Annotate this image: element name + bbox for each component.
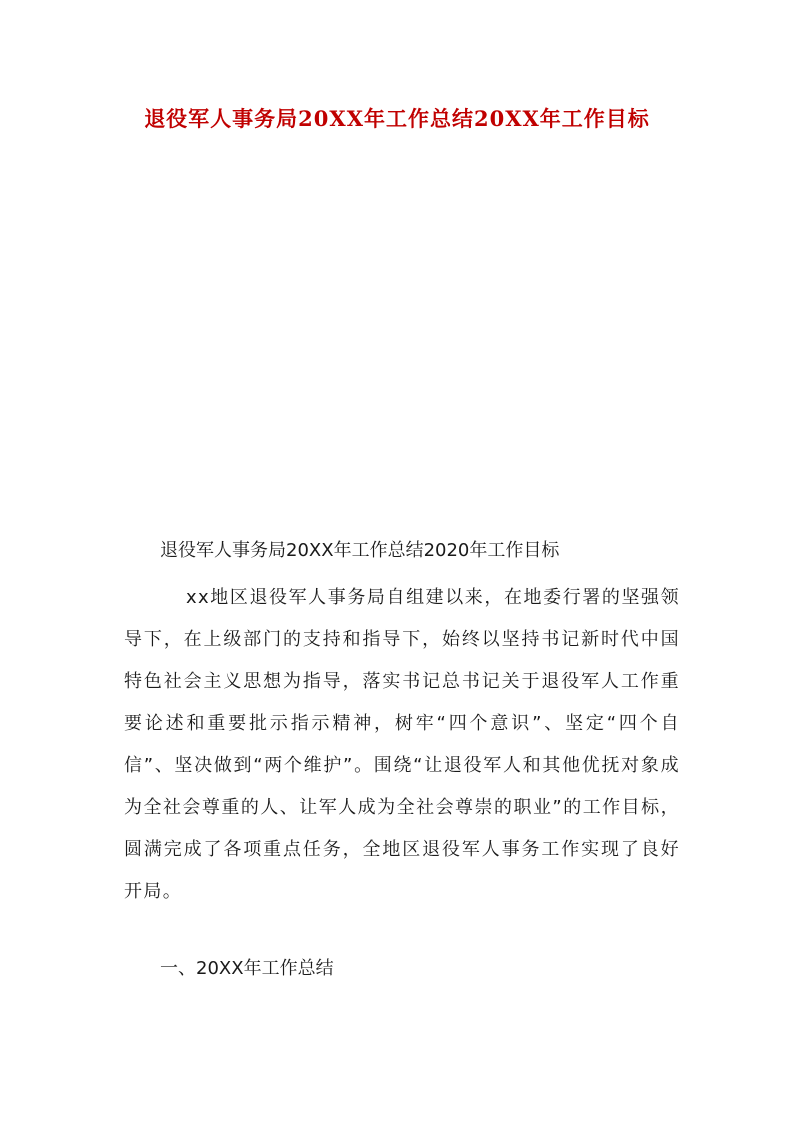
document-title: 退役军人事务局20XX年工作总结20XX年工作目标 [144, 106, 650, 131]
document-subtitle: 退役军人事务局20XX年工作总结2020年工作目标 [160, 540, 560, 561]
section-heading: 一、20XX年工作总结 [160, 958, 334, 979]
intro-paragraph: xx地区退役军人事务局自组建以来，在地委行署的坚强领导下，在上级部门的支持和指导下，始终以坚持书记新时代中国特色社会主义思想为指导，落实书记总书记关于退役军人工作重要论述和重要批示指示精神，树牢“四个意识”、坚定“四个自信”、坚决做到“两个维护”。围绕“让退役军人和其他优抚对象成为全社会尊重的人、让军人成为全社会尊崇的职业”的工作目标，圆满完成了各项重点任务，全地区退役军人事务工作实现了良好开局。 [124, 587, 680, 902]
